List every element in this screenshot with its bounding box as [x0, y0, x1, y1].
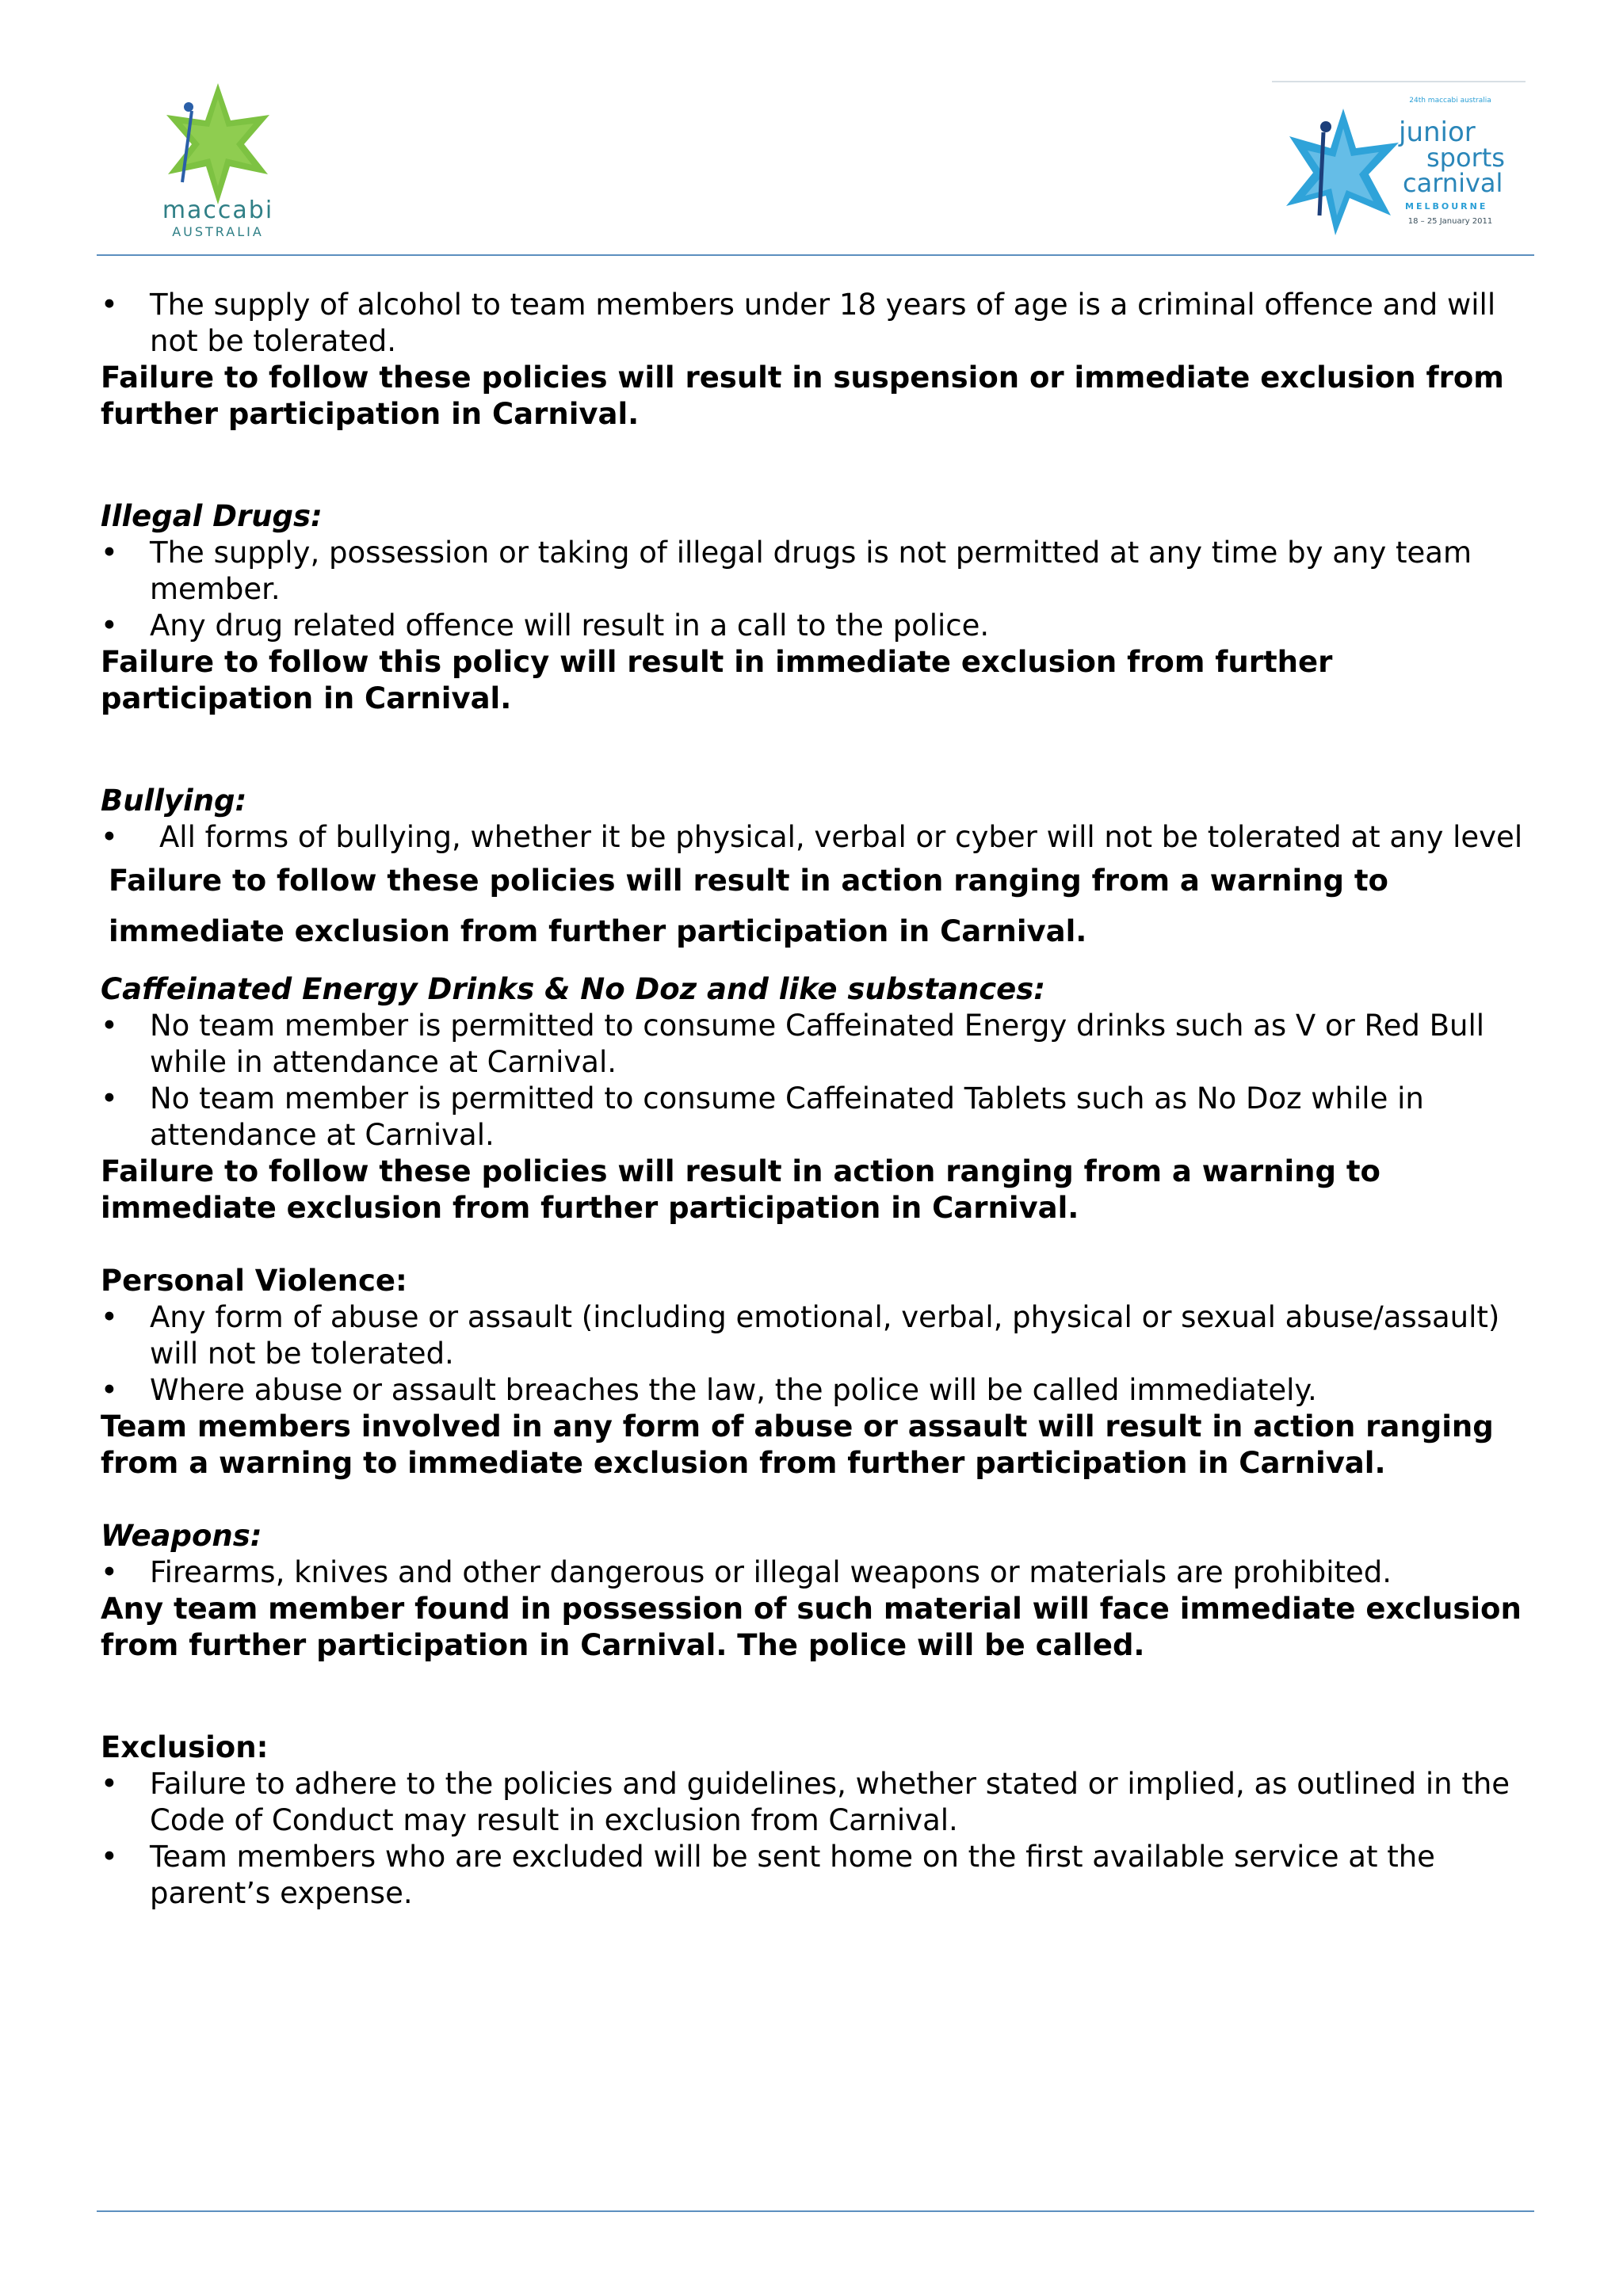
list-item: • Failure to adhere to the policies and guidelines, whether stated or implied, as outlined in the Code of Conduct may result in exclusion from Carnival. — [101, 1767, 1510, 1837]
list-item: • Any drug related offence will result in a call to the police. — [101, 608, 990, 643]
policy-warning: Any team member found in possession of such material will face immediate exclusion from further participation in Carnival. The police will be called. — [101, 1592, 1522, 1662]
list-item: • All forms of bullying, whether it be physical, verbal or cyber will not be tolerated at any level — [101, 820, 1523, 854]
footer-divider — [97, 2210, 1534, 2212]
list-item: • Team members who are excluded will be sent home on the first available service at the parent’s expense. — [101, 1840, 1435, 1910]
section-heading-bullying: Bullying: — [101, 784, 247, 818]
maccabi-wordmark: maccabi — [162, 196, 274, 224]
carnival-word-1: junior — [1399, 116, 1476, 148]
list-item: • No team member is permitted to consume Caffeinated Tablets such as No Doz while in attendance at Carnival. — [101, 1081, 1424, 1152]
carnival-city: MELBOURNE — [1405, 201, 1488, 212]
carnival-word-3: carnival — [1403, 168, 1503, 198]
maccabi-subtitle: AUSTRALIA — [172, 224, 264, 239]
list-item: • Where abuse or assault breaches the law, the police will be called immediately. — [101, 1373, 1317, 1407]
list-item: • The supply, possession or taking of illegal drugs is not permitted at any time by any team member. — [101, 536, 1472, 606]
page-header — [0, 0, 1623, 261]
carnival-word-2: sports — [1426, 143, 1505, 173]
code-of-conduct-body — [101, 287, 1527, 1912]
header-divider — [97, 254, 1534, 256]
section-heading-personal-violence: Personal Violence: — [101, 1264, 407, 1298]
section-heading-illegal-drugs: Illegal Drugs: — [101, 499, 323, 533]
list-item: • Any form of abuse or assault (including emotional, verbal, physical or sexual abuse/assault) will not be tolerated. — [101, 1300, 1500, 1371]
list-item: • Firearms, knives and other dangerous or illegal weapons or materials are prohibited. — [101, 1555, 1392, 1589]
section-heading-caffeine: Caffeinated Energy Drinks & No Doz and like substances: — [101, 972, 1046, 1006]
policy-warning: Failure to follow these policies will result in action ranging from a warning to immediate exclusion from further participation in Carnival. — [101, 1154, 1381, 1225]
policy-warning: Failure to follow this policy will result in immediate exclusion from further participation in Carnival. — [101, 645, 1333, 715]
list-item: • No team member is permitted to consume Caffeinated Energy drinks such as V or Red Bull while in attendance at Carnival. — [101, 1009, 1485, 1079]
section-heading-weapons: Weapons: — [101, 1519, 262, 1553]
policy-warning: Failure to follow these policies will result in action ranging from a warning to immediate exclusion from further participation in Carnival. — [109, 864, 1388, 948]
section-heading-exclusion: Exclusion: — [101, 1730, 269, 1764]
policy-warning: Failure to follow these policies will result in suspension or immediate exclusion from further participation in Carnival. — [101, 360, 1504, 431]
policy-warning: Team members involved in any form of abuse or assault will result in action ranging from a warning to immediate exclusion from further participation in Carnival. — [101, 1409, 1494, 1480]
carnival-tagline: 24th maccabi australia — [1409, 97, 1491, 105]
list-item: • The supply of alcohol to team members under 18 years of age is a criminal offence and will not be tolerated. — [101, 288, 1496, 358]
carnival-logo — [1272, 81, 1526, 257]
carnival-dates: 18 – 25 January 2011 — [1407, 217, 1493, 226]
